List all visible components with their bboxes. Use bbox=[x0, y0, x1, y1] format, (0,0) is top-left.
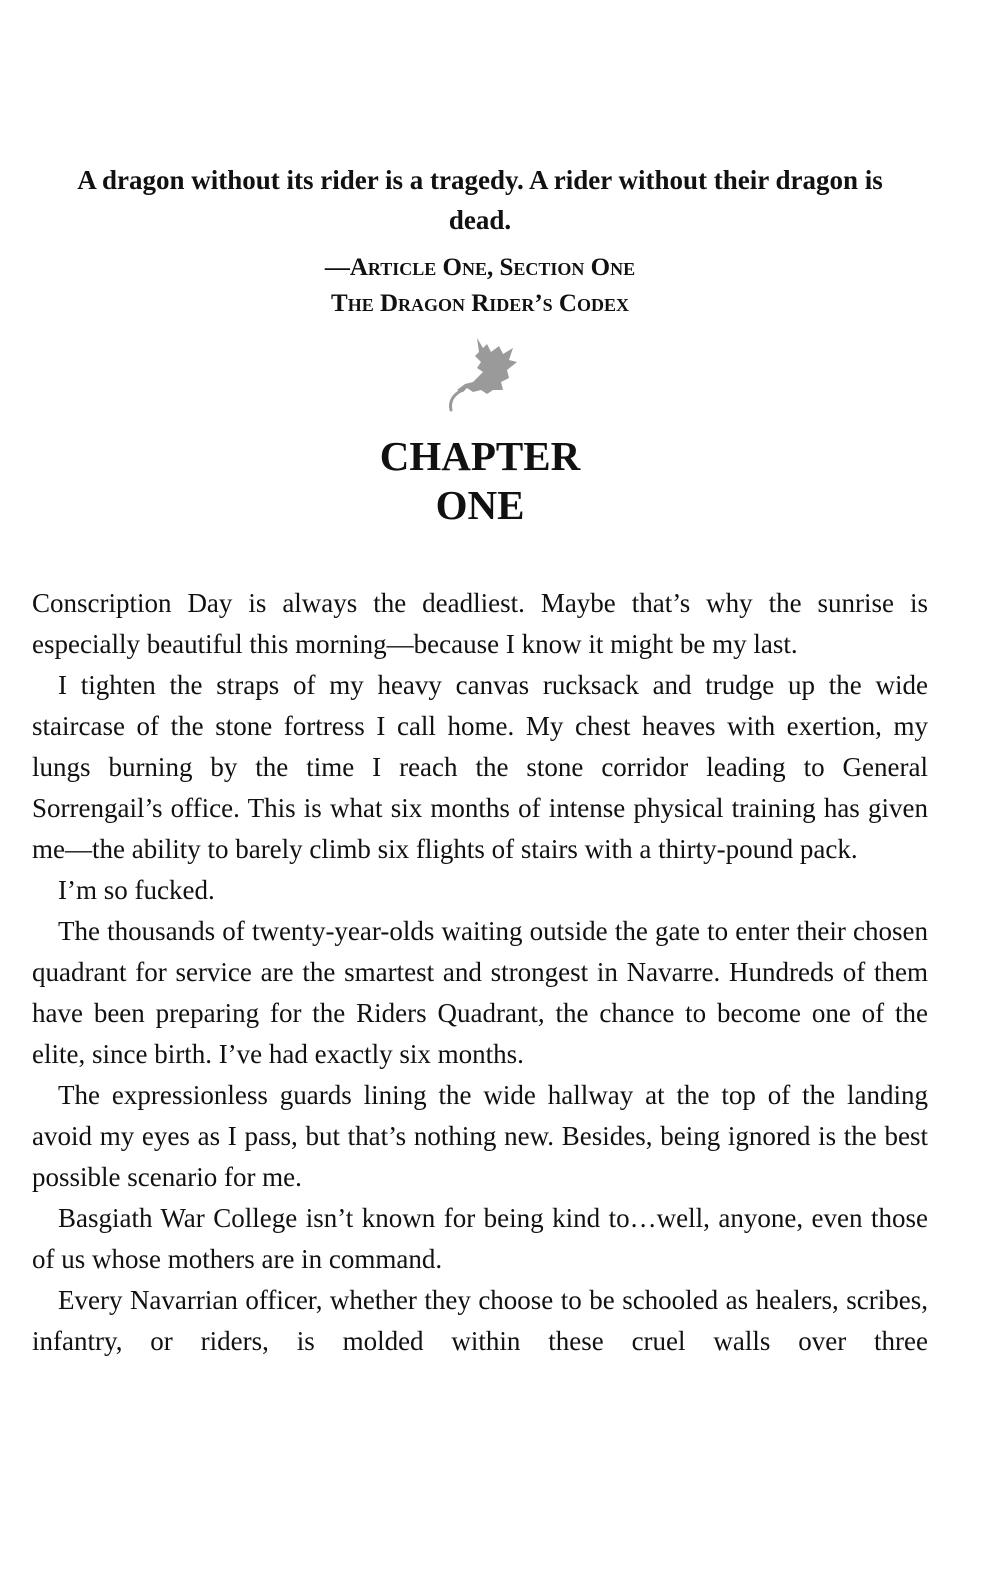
chapter-title-line-1: CHAPTER bbox=[379, 433, 581, 479]
paragraph: I’m so fucked. bbox=[58, 875, 215, 905]
attribution-line-1: —Article One, Section One bbox=[324, 254, 636, 281]
dragon-icon bbox=[443, 332, 523, 414]
epigraph-attribution bbox=[60, 250, 900, 322]
paragraph: Basgiath War College isn’t known for being kind to…well, anyone, even those of us whose mothers are in command. bbox=[32, 1203, 928, 1274]
epigraph-quote: A dragon without its rider is a tragedy. A rider without their dragon is dead. bbox=[77, 165, 883, 235]
paragraph: Conscription Day is always the deadliest. Maybe that’s why the sunrise is especially beautiful this morning—because I know it might be my last. bbox=[32, 588, 928, 659]
paragraph: The expressionless guards lining the wide hallway at the top of the landing avoid my eyes as I pass, but that’s nothing new. Besides, being ignored is the best possible scenario for me. bbox=[32, 1080, 928, 1192]
paragraph: Every Navarrian officer, whether they choose to be schooled as healers, scribes, infantry, or riders, is molded within these cruel walls over three bbox=[32, 1285, 928, 1356]
chapter-body bbox=[32, 583, 928, 1362]
chapter-title bbox=[280, 432, 680, 530]
attribution-line-2: The Dragon Rider’s Codex bbox=[331, 290, 629, 317]
chapter-title-line-2: ONE bbox=[435, 482, 525, 528]
paragraph: I tighten the straps of my heavy canvas rucksack and trudge up the wide staircase of the stone fortress I call home. My chest heaves with exertion, my lungs burning by the time I reach the stone corridor leading to General Sorrengail’s office. This is what six months of intense physical training has given me—the ability to barely climb six flights of stairs with a thirty-pound pack. bbox=[32, 670, 928, 864]
paragraph: The thousands of twenty-year-olds waiting outside the gate to enter their chosen quadrant for service are the smartest and strongest in Navarre. Hundreds of them have been preparing for the Riders Quadrant, the chance to become one of the elite, since birth. I’ve had exactly six months. bbox=[32, 916, 928, 1069]
